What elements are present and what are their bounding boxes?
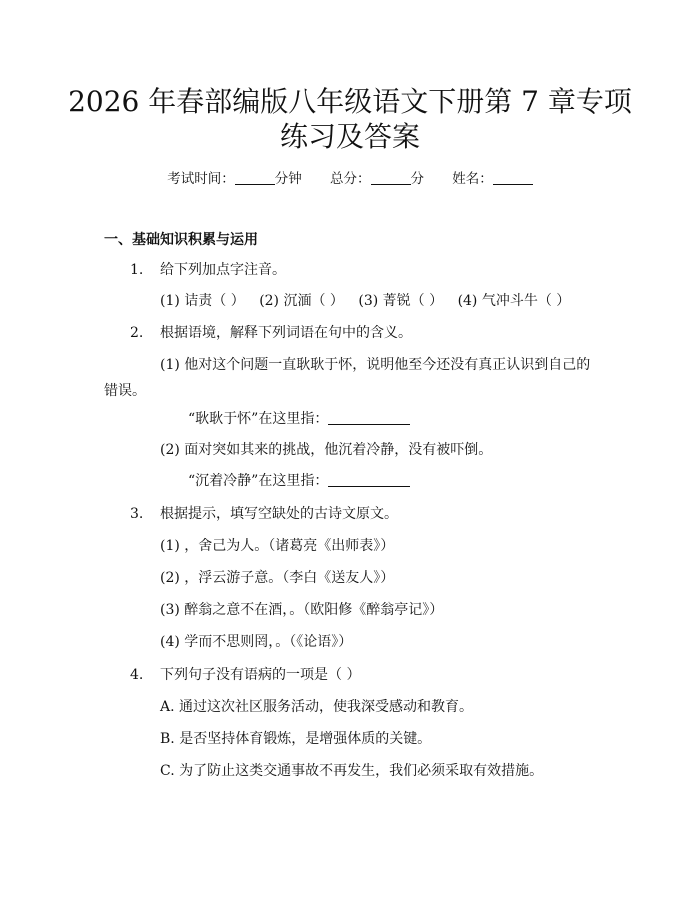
poem-item: (4) 学而不思则罔，。（《论语》） — [160, 634, 353, 650]
name-field — [452, 170, 533, 188]
answer-line — [188, 472, 410, 490]
document-title-line2: 练习及答案 — [279, 120, 420, 153]
time-blank[interactable] — [235, 170, 275, 185]
question-number: 4. — [130, 667, 144, 683]
option-c: C. 为了防止这类交通事故不再发生，我们必须采取有效措施。 — [160, 763, 544, 779]
score-field — [330, 170, 424, 188]
question-text: 给下列加点字注音。 — [160, 262, 286, 278]
question-number: 3. — [130, 506, 144, 522]
pinyin-item: (3) 菁锐（ ） — [358, 293, 444, 309]
pinyin-item: (4) 气冲斗牛（ ） — [457, 293, 571, 309]
question-number: 1. — [130, 262, 144, 278]
sub-question: (1) 他对这个问题一直耿耿于怀，说明他至今还没有真正认识到自己的错误。 — [104, 357, 591, 399]
answer-prompt: “耿耿于怀”在这里指： — [188, 411, 329, 427]
name-label: 姓名： — [452, 171, 493, 187]
time-unit: 分钟 — [274, 171, 302, 187]
score-label: 总分： — [330, 171, 371, 187]
poem-item: (1) ，舍己为人。（诸葛亮《出师表》） — [160, 538, 395, 554]
answer-blank[interactable] — [328, 410, 410, 425]
section-heading: 一、基础知识积累与运用 — [104, 232, 258, 248]
sub-question: (2) 面对突如其来的挑战，他沉着冷静，没有被吓倒。 — [160, 442, 493, 458]
pinyin-item: (2) 沉湎（ ） — [259, 293, 344, 309]
pinyin-items — [160, 292, 580, 310]
question-text: 根据提示，填写空缺处的古诗文原文。 — [160, 506, 398, 522]
question-text: 根据语境，解释下列词语在句中的含义。 — [160, 325, 412, 341]
pinyin-item: (1) 诘责（ ） — [160, 293, 245, 309]
document-title-line1: 2026 年春部编版八年级语文下册第 7 章专项 — [68, 85, 632, 118]
score-blank[interactable] — [371, 170, 411, 185]
answer-line — [188, 410, 410, 428]
name-blank[interactable] — [493, 170, 533, 185]
poem-item: (2) ，浮云游子意。（李白《送友人》） — [160, 570, 395, 586]
question-text: 下列句子没有语病的一项是（ ） — [160, 667, 361, 683]
answer-prompt: “沉着冷静”在这里指： — [188, 473, 329, 489]
option-a: A. 通过这次社区服务活动，使我深受感动和教育。 — [160, 699, 474, 715]
option-b: B. 是否坚持体育锻炼，是增强体质的关键。 — [160, 731, 432, 747]
score-unit: 分 — [410, 171, 424, 187]
question-number: 2. — [130, 325, 144, 341]
poem-item: (3) 醉翁之意不在酒，。（欧阳修《醉翁亭记》） — [160, 602, 444, 618]
time-label: 考试时间： — [167, 171, 235, 187]
time-field — [167, 170, 302, 188]
answer-blank[interactable] — [328, 472, 410, 487]
exam-meta — [0, 170, 700, 188]
